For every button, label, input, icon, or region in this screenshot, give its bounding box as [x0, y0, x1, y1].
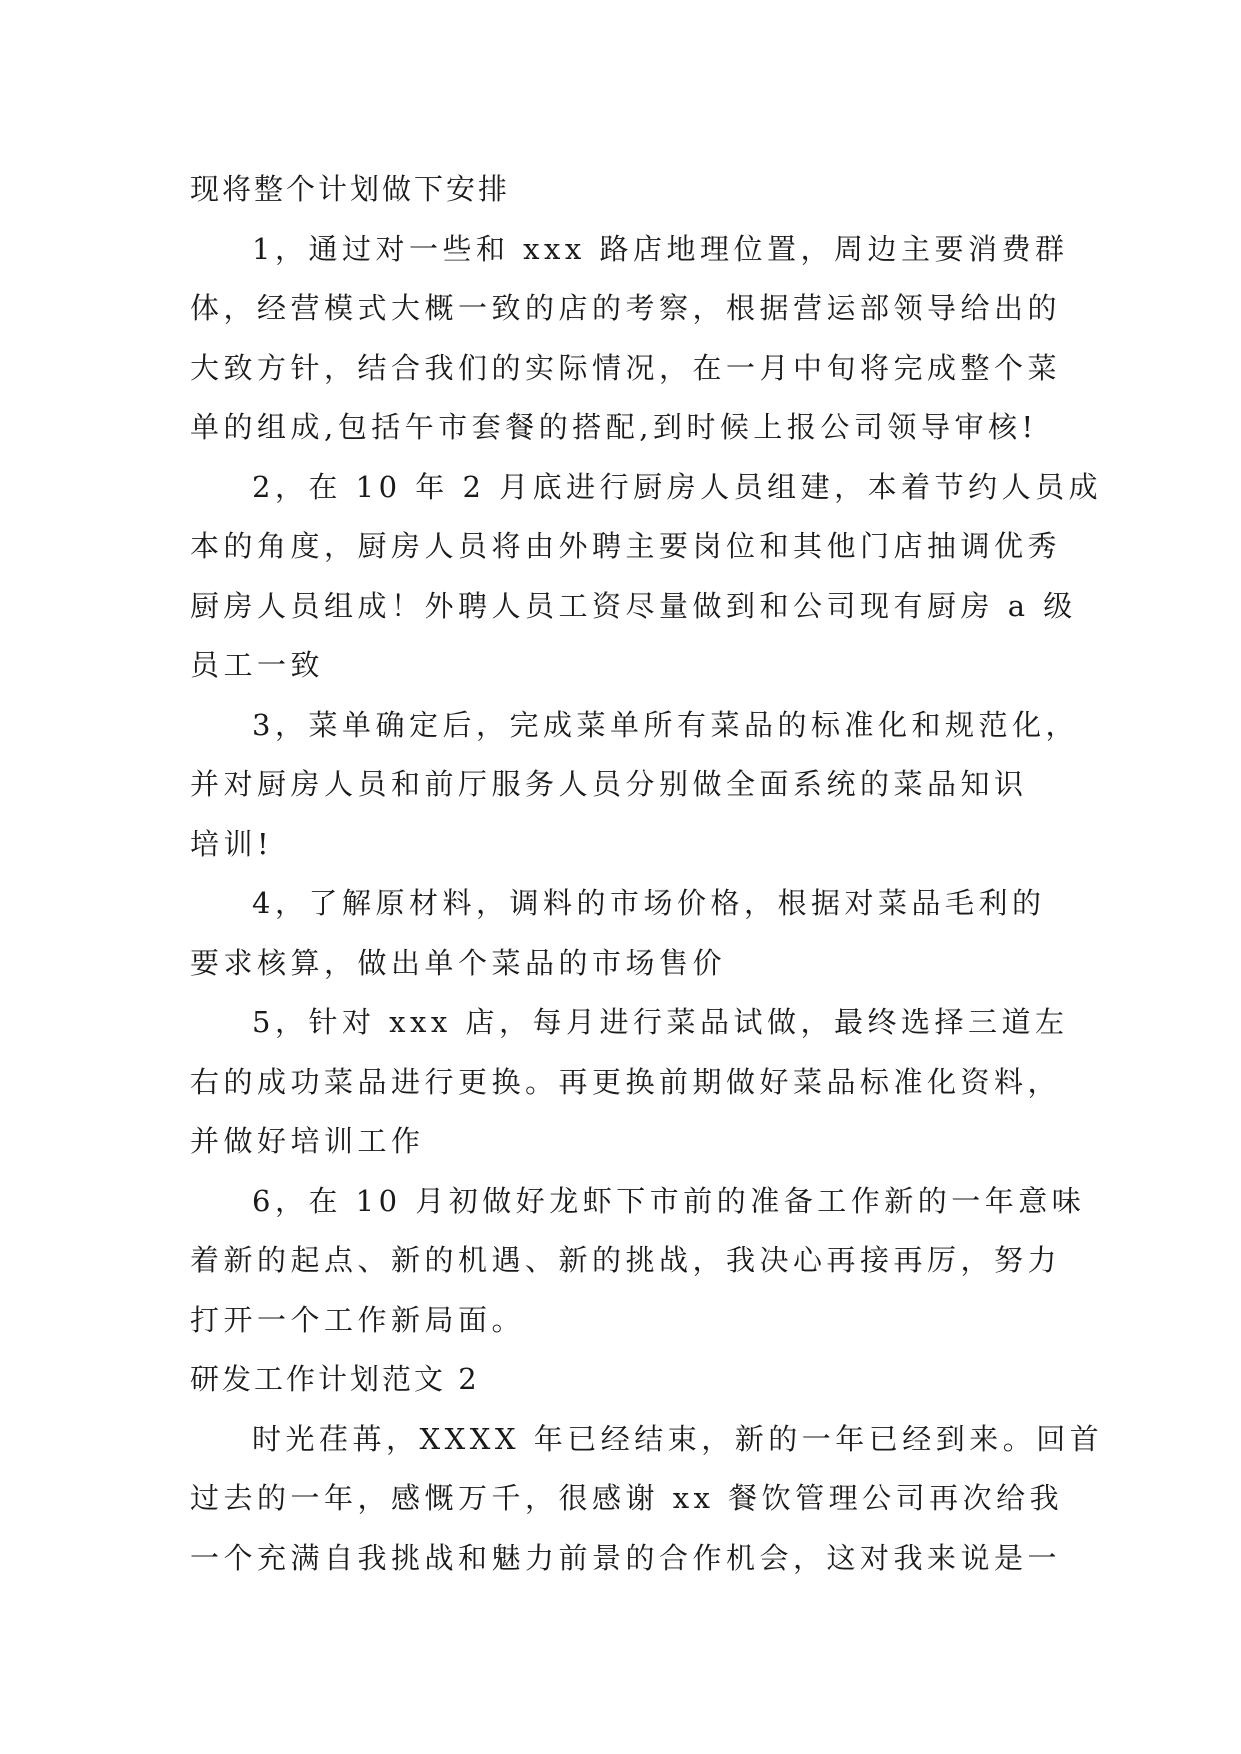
paragraph-line: 5，针对 xxx 店，每月进行菜品试做，最终选择三道左 — [252, 1005, 1069, 1039]
plan-item-2 — [190, 458, 1103, 696]
paragraph-line: 培训! — [190, 826, 274, 861]
paragraph-line: 1，通过对一些和 xxx 路店地理位置，周边主要消费群 — [252, 231, 1069, 266]
paragraph-line: 一个充满自我挑战和魅力前景的合作机会，这对我来说是一 — [190, 1540, 1062, 1575]
intro-line: 现将整个计划做下安排 — [190, 172, 511, 206]
section-paragraph — [190, 1410, 1104, 1589]
paragraph-line: 员工一致 — [190, 648, 325, 682]
paragraph-line: 并对厨房人员和前厅服务人员分别做全面系统的菜品知识 — [190, 767, 1028, 801]
paragraph-line: 打开一个工作新局面。 — [190, 1302, 526, 1337]
paragraph-line: 着新的起点、新的机遇、新的挑战，我决心再接再厉，努力 — [190, 1243, 1062, 1277]
paragraph-line: 要求核算，做出单个菜品的市场售价 — [190, 945, 727, 980]
paragraph-line: 大致方针，结合我们的实际情况，在一月中旬将完成整个菜 — [190, 350, 1062, 385]
paragraph-line: 时光荏苒，XXXX 年已经结束，新的一年已经到来。回首 — [252, 1421, 1104, 1456]
paragraph-line: 并做好培训工作 — [190, 1124, 425, 1158]
section-title: 研发工作计划范文 2 — [190, 1362, 480, 1396]
plan-item-1 — [190, 220, 1070, 458]
plan-item-4 — [190, 874, 1070, 993]
plan-item-3 — [190, 696, 1079, 875]
paragraph-line: 4，了解原材料，调料的市场价格，根据对菜品毛利的 — [252, 886, 1046, 920]
paragraph-line: 过去的一年，感慨万千，很感谢 xx 餐饮管理公司再次给我 — [190, 1481, 1064, 1515]
plan-item-6 — [190, 1172, 1086, 1351]
paragraph-line: 右的成功菜品进行更换。再更换前期做好菜品标准化资料， — [190, 1064, 1062, 1099]
paragraph-line: 厨房人员组成！外聘人员工资尽量做到和公司现有厨房 a 级 — [190, 588, 1077, 623]
paragraph-line: 2，在 10 年 2 月底进行厨房人员组建，本着节约人员成 — [252, 469, 1103, 504]
paragraph-line: 3，菜单确定后，完成菜单所有菜品的标准化和规范化， — [252, 707, 1079, 742]
plan-item-5 — [190, 993, 1070, 1172]
document-page — [190, 160, 1104, 1588]
paragraph-line: 单的组成,包括午市套餐的搭配,到时候上报公司领导审核! — [190, 410, 1038, 444]
paragraph-line: 6，在 10 月初做好龙虾下市前的准备工作新的一年意味 — [252, 1183, 1086, 1218]
paragraph-line: 体，经营模式大概一致的店的考察，根据营运部领导给出的 — [190, 291, 1062, 325]
paragraph-line: 本的角度，厨房人员将由外聘主要岗位和其他门店抽调优秀 — [190, 529, 1062, 563]
